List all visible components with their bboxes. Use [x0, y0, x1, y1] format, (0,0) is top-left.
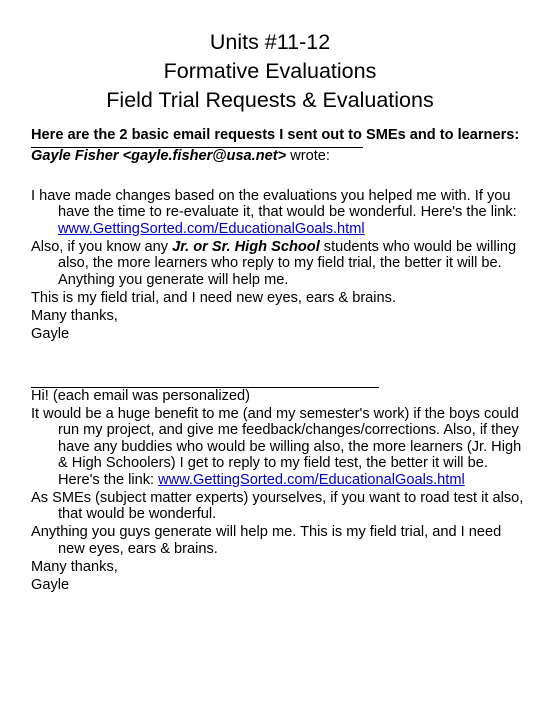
- email-1-signoff: Many thanks,: [31, 307, 118, 324]
- email-1-signature: Gayle: [31, 325, 70, 342]
- email-1-sender: Gayle Fisher <gayle.fisher@usa.net>: [31, 147, 287, 164]
- email-1-paragraph-1: [31, 188, 531, 238]
- document-body: [31, 127, 531, 595]
- title-line-1: Units #11-12: [209, 30, 331, 54]
- email-1-paragraph-2-b: students who would be willing also, the more learners who reply to my field trial, the better it will be. Anything you generate will help me.: [58, 238, 517, 288]
- title-line-2: Formative Evaluations: [163, 59, 377, 83]
- email-2-paragraph-1-text: It would be a huge benefit to me (and my semester's work) if the boys could run my project, and give me feedback/changes/corrections. Also, if they have any buddies who would be willing also, the more learners (Jr. High & High Schoolers) I get to reply to my field test, the better it will be. Here's the link:: [31, 405, 522, 488]
- email-1-paragraph-2-emphasis: Jr. or Sr. High School: [172, 238, 320, 255]
- email-2-paragraph-1: [31, 406, 531, 489]
- email-1-wrote: wrote:: [286, 147, 330, 164]
- email-2-signature: Gayle: [31, 576, 70, 593]
- email-1-from: [31, 148, 531, 165]
- page-title: [0, 28, 540, 115]
- intro-text: Here are the 2 basic email requests I sent out to SMEs and to learners:: [31, 127, 520, 143]
- email-1-paragraph-3: This is my field trial, and I need new eyes, ears & brains.: [31, 289, 397, 306]
- spacer: [31, 344, 531, 384]
- email-1-link[interactable]: www.GettingSorted.com/EducationalGoals.html: [58, 220, 365, 237]
- title-line-3: Field Trial Requests & Evaluations: [106, 88, 434, 112]
- email-2-paragraph-2: As SMEs (subject matter experts) yourselves, if you want to road test it also, that would be wonderful.: [31, 489, 524, 522]
- email-2-paragraph-3: Anything you guys generate will help me. This is my field trial, and I need new eyes, ears & brains.: [31, 524, 502, 557]
- email-1-paragraph-2: [31, 239, 531, 289]
- email-1-paragraph-1-text: I have made changes based on the evaluations you helped me with. If you have the time to re-evaluate it, that would be wonderful. Here's the link:: [31, 187, 517, 220]
- email-2-greeting: Hi! (each email was personalized): [31, 387, 250, 404]
- spacer: [31, 166, 531, 188]
- email-2-signoff: Many thanks,: [31, 558, 118, 575]
- email-2-link[interactable]: www.GettingSorted.com/EducationalGoals.html: [158, 471, 465, 488]
- email-1-paragraph-2-a: Also, if you know any: [31, 238, 173, 255]
